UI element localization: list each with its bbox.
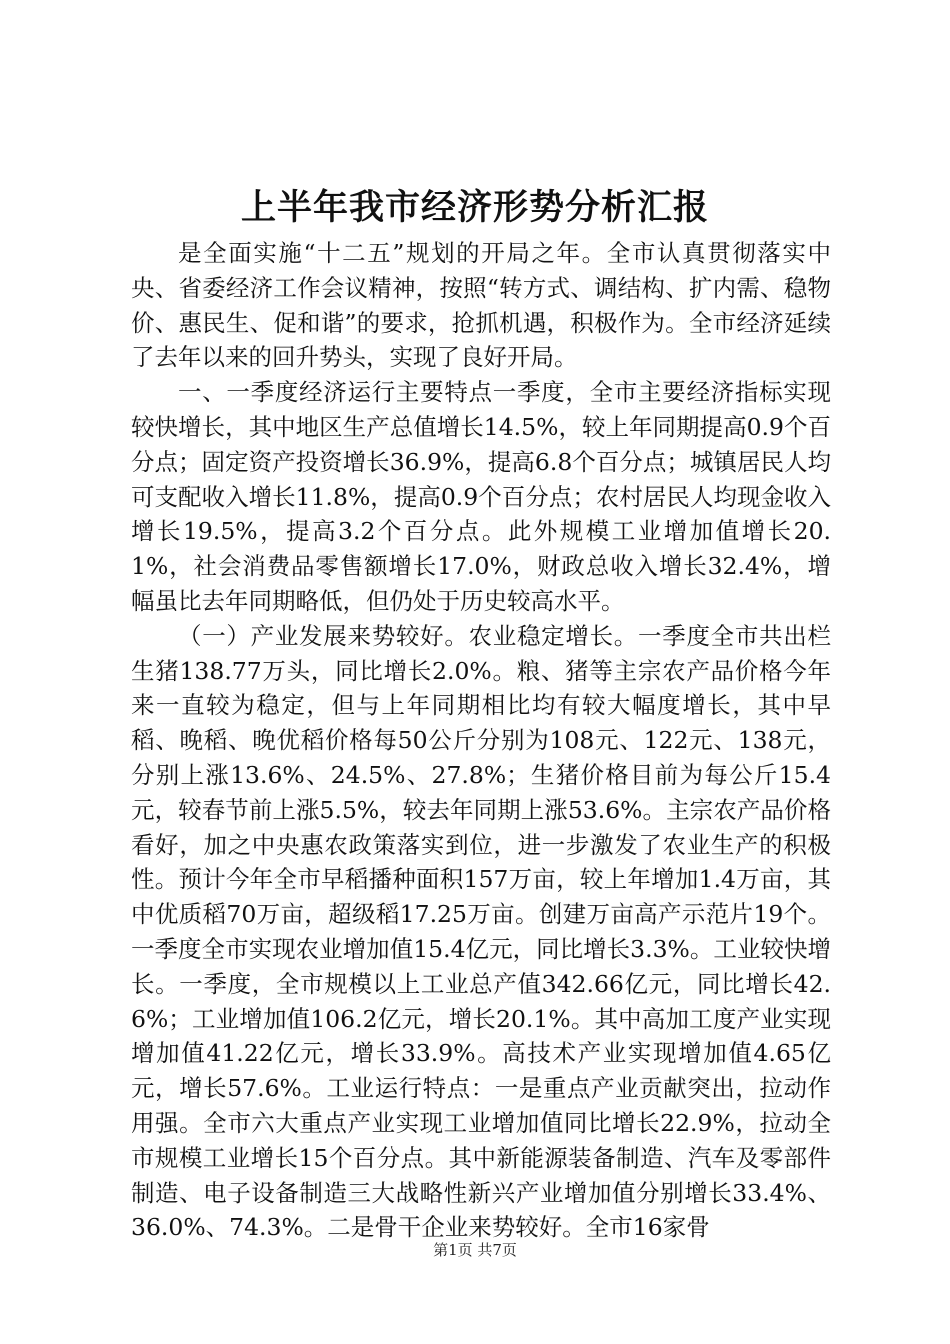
page-footer [0, 1240, 950, 1260]
document-title: 上半年我市经济形势分析汇报 [240, 187, 709, 228]
page-number: 第1页 共7页 [433, 1241, 517, 1259]
paragraph-intro: 是全面实施“十二五”规划的开局之年。全市认真贯彻落实中央、省委经济工作会议精神，按照“转方式、调结构、扩内需、稳物价、惠民生、促和谐”的要求，抢抓机遇，积极作为。全市经济延续了去年以来的回升势头，实现了良好开局。 [131, 239, 831, 372]
paragraph-section-one: 一、一季度经济运行主要特点一季度，全市主要经济指标实现较快增长，其中地区生产总值增长14.5%，较上年同期提高0.9个百分点；固定资产投资增长36.9%，提高6.8个百分点；城镇居民人均可支配收入增长11.8%，提高0.9个百分点；农村居民人均现金收入增长19.5%，提高3.2个百分点。此外规模工业增加值增长20.1%，社会消费品零售额增长17.0%，财政总收入增长32.4%，增幅虽比去年同期略低，但仍处于历史较高水平。 [131, 378, 831, 615]
paragraph-industry: （一）产业发展来势较好。农业稳定增长。一季度全市共出栏生猪138.77万头，同比增长2.0%。粮、猪等主宗农产品价格今年来一直较为稳定，但与上年同期相比均有较大幅度增长，其中早稻、晚稻、晚优稻价格每50公斤分别为108元、122元、138元，分别上涨13.6%、24.5%、27.8%；生猪价格目前为每公斤15.4元，较春节前上涨5.5%，较去年同期上涨53.6%。主宗农产品价格看好，加之中央惠农政策落实到位，进一步激发了农业生产的积极性。预计今年全市早稻播种面积157万亩，较上年增加1.4万亩，其中优质稻70万亩，超级稻17.25万亩。创建万亩高产示范片19个。一季度全市实现农业增加值15.4亿元，同比增长3.3%。工业较快增长。一季度，全市规模以上工业总产值342.66亿元，同比增长42.6%；工业增加值106.2亿元，增长20.1%。其中高加工度产业实现增加值41.22亿元，增长33.9%。高技术产业实现增加值4.65亿元，增长57.6%。工业运行特点：一是重点产业贡献突出，拉动作用强。全市六大重点产业实现工业增加值同比增长22.9%，拉动全市规模工业增长15个百分点。其中新能源装备制造、汽车及零部件制造、电子设备制造三大战略性新兴产业增加值分别增长33.4%、36.0%、74.3%。二是骨干企业来势较好。全市16家骨 [131, 621, 831, 1242]
document-body [131, 236, 831, 1245]
